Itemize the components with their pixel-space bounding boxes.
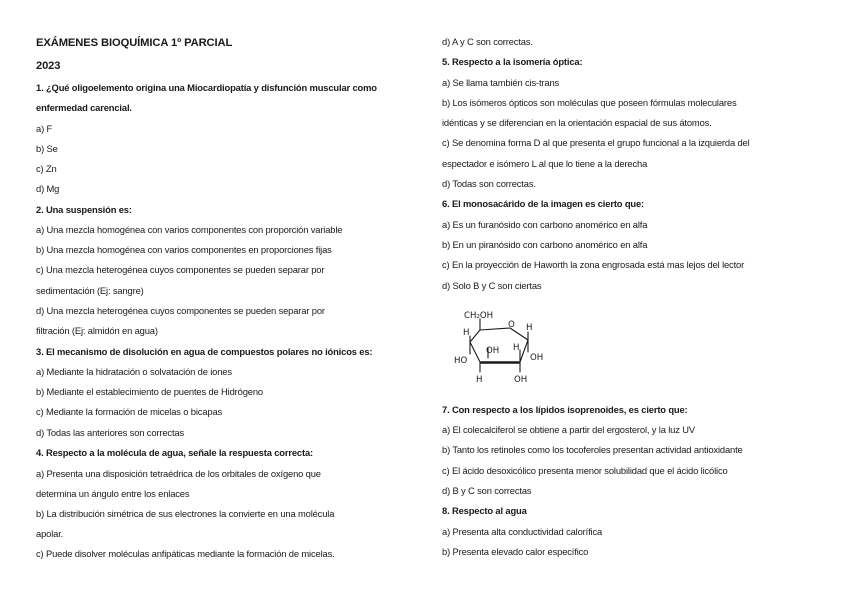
question-1-line-2: enfermedad carencial. xyxy=(36,102,132,113)
question-3: 3. El mecanismo de disolución en agua de compuestos polares no iónicos es: xyxy=(36,346,373,357)
question-5-option-c-line-2: espectador e isómero L al que lo tiene a la derecha xyxy=(442,158,648,169)
question-6: 6. El monosacárido de la imagen es cierto que: xyxy=(442,198,645,209)
question-8-option-a: a) Presenta alta conductividad calorífica xyxy=(442,526,603,537)
question-4-option-b-line-1: b) La distribución simétrica de sus electrones la convierte en una molécula xyxy=(36,508,335,519)
question-1-line-1: 1. ¿Qué oligoelemento origina una Miocardiopatía y disfunción muscular como xyxy=(36,82,377,93)
question-6-option-a: a) Es un furanósido con carbono anomérico en alfa xyxy=(442,219,648,230)
question-2-option-b: b) Una mezcla homogénea con varios componentes en proporciones fijas xyxy=(36,244,332,255)
question-6-option-c: c) En la proyección de Haworth la zona engrosada está mas lejos del lector xyxy=(442,259,745,270)
question-6-option-b: b) En un piranósido con carbono anomérico en alfa xyxy=(442,239,648,250)
label-c1-oh: OH xyxy=(530,353,544,363)
question-1-option-b: b) Se xyxy=(36,143,58,154)
question-4-option-a-line-2: determina un ángulo entre los enlaces xyxy=(36,488,190,499)
question-8-option-b: b) Presenta elevado calor específico xyxy=(442,546,589,557)
question-7-option-d: d) B y C son correctas xyxy=(442,485,532,496)
label-c3-oh: OH xyxy=(486,346,500,356)
question-3-option-c: c) Mediante la formación de micelas o bicapas xyxy=(36,406,223,417)
question-7-option-a: a) El colecalciferol se obtiene a partir del ergosterol, y la luz UV xyxy=(442,424,695,435)
monosaccharide-haworth-figure xyxy=(450,308,560,396)
question-5-option-d: d) Todas son correctas. xyxy=(442,178,536,189)
question-1-option-a: a) F xyxy=(36,123,53,134)
question-5-option-a: a) Se llama también cis-trans xyxy=(442,77,560,88)
question-2-option-d-line-2: filtración (Ej: almidón en agua) xyxy=(36,325,158,336)
question-1-option-d: d) Mg xyxy=(36,183,60,194)
question-1-option-c: c) Zn xyxy=(36,163,57,174)
haworth-ring-drawing xyxy=(450,308,560,396)
label-ring-oxygen: O xyxy=(508,320,515,330)
question-5: 5. Respecto a la isomería óptica: xyxy=(442,56,583,67)
question-5-option-b-line-2: idénticas y se diferencian en la orientación espacial de sus átomos. xyxy=(442,117,712,128)
label-c4-h: H xyxy=(463,328,470,338)
question-7: 7. Con respecto a los lípidos isoprenoides, es cierto que: xyxy=(442,404,688,415)
label-c4-ho: HO xyxy=(454,356,468,366)
question-3-option-a: a) Mediante la hidratación o solvatación de iones xyxy=(36,366,232,377)
question-7-option-b: b) Tanto los retinoles como los tocoferoles presentan actividad antioxidante xyxy=(442,444,743,455)
question-3-option-b: b) Mediante el establecimiento de puentes de Hidrógeno xyxy=(36,386,263,397)
question-4-option-b-line-2: apolar. xyxy=(36,528,64,539)
label-c2-h: H xyxy=(513,343,520,353)
question-4-option-a-line-1: a) Presenta una disposición tetraédrica de los orbitales de oxígeno que xyxy=(36,468,321,479)
label-ch2oh: CH₂OH xyxy=(464,311,494,321)
label-c2-oh: OH xyxy=(514,375,528,385)
question-2-option-c-line-1: c) Una mezcla heterogénea cuyos componentes se pueden separar por xyxy=(36,264,325,275)
question-5-option-b-line-1: b) Los isómeros ópticos son moléculas que poseen fórmulas moleculares xyxy=(442,97,737,108)
label-c3-h: H xyxy=(476,375,483,385)
question-8: 8. Respecto al agua xyxy=(442,505,527,516)
question-4-option-c: c) Puede disolver moléculas anfipáticas mediante la formación de micelas. xyxy=(36,548,335,559)
question-2-option-c-line-2: sedimentación (Ej: sangre) xyxy=(36,285,144,296)
page-title: EXÁMENES BIOQUÍMICA 1º PARCIAL xyxy=(36,37,233,49)
question-6-option-d: d) Solo B y C son ciertas xyxy=(442,280,542,291)
question-2-option-a: a) Una mezcla homogénea con varios componentes con proporción variable xyxy=(36,224,343,235)
question-5-option-c-line-1: c) Se denomina forma D al que presenta el grupo funcional a la izquierda del xyxy=(442,137,750,148)
question-7-option-c: c) El ácido desoxicólico presenta menor solubilidad que el ácido licólico xyxy=(442,465,728,476)
label-c1-h: H xyxy=(526,323,533,333)
question-3-option-d: d) Todas las anteriores son correctas xyxy=(36,427,184,438)
question-4-option-d: d) A y C son correctas. xyxy=(442,36,533,47)
exam-year: 2023 xyxy=(36,60,61,72)
question-2-option-d-line-1: d) Una mezcla heterogénea cuyos componentes se pueden separar por xyxy=(36,305,325,316)
question-4: 4. Respecto a la molécula de agua, señale la respuesta correcta: xyxy=(36,447,313,458)
question-2: 2. Una suspensión es: xyxy=(36,204,132,215)
